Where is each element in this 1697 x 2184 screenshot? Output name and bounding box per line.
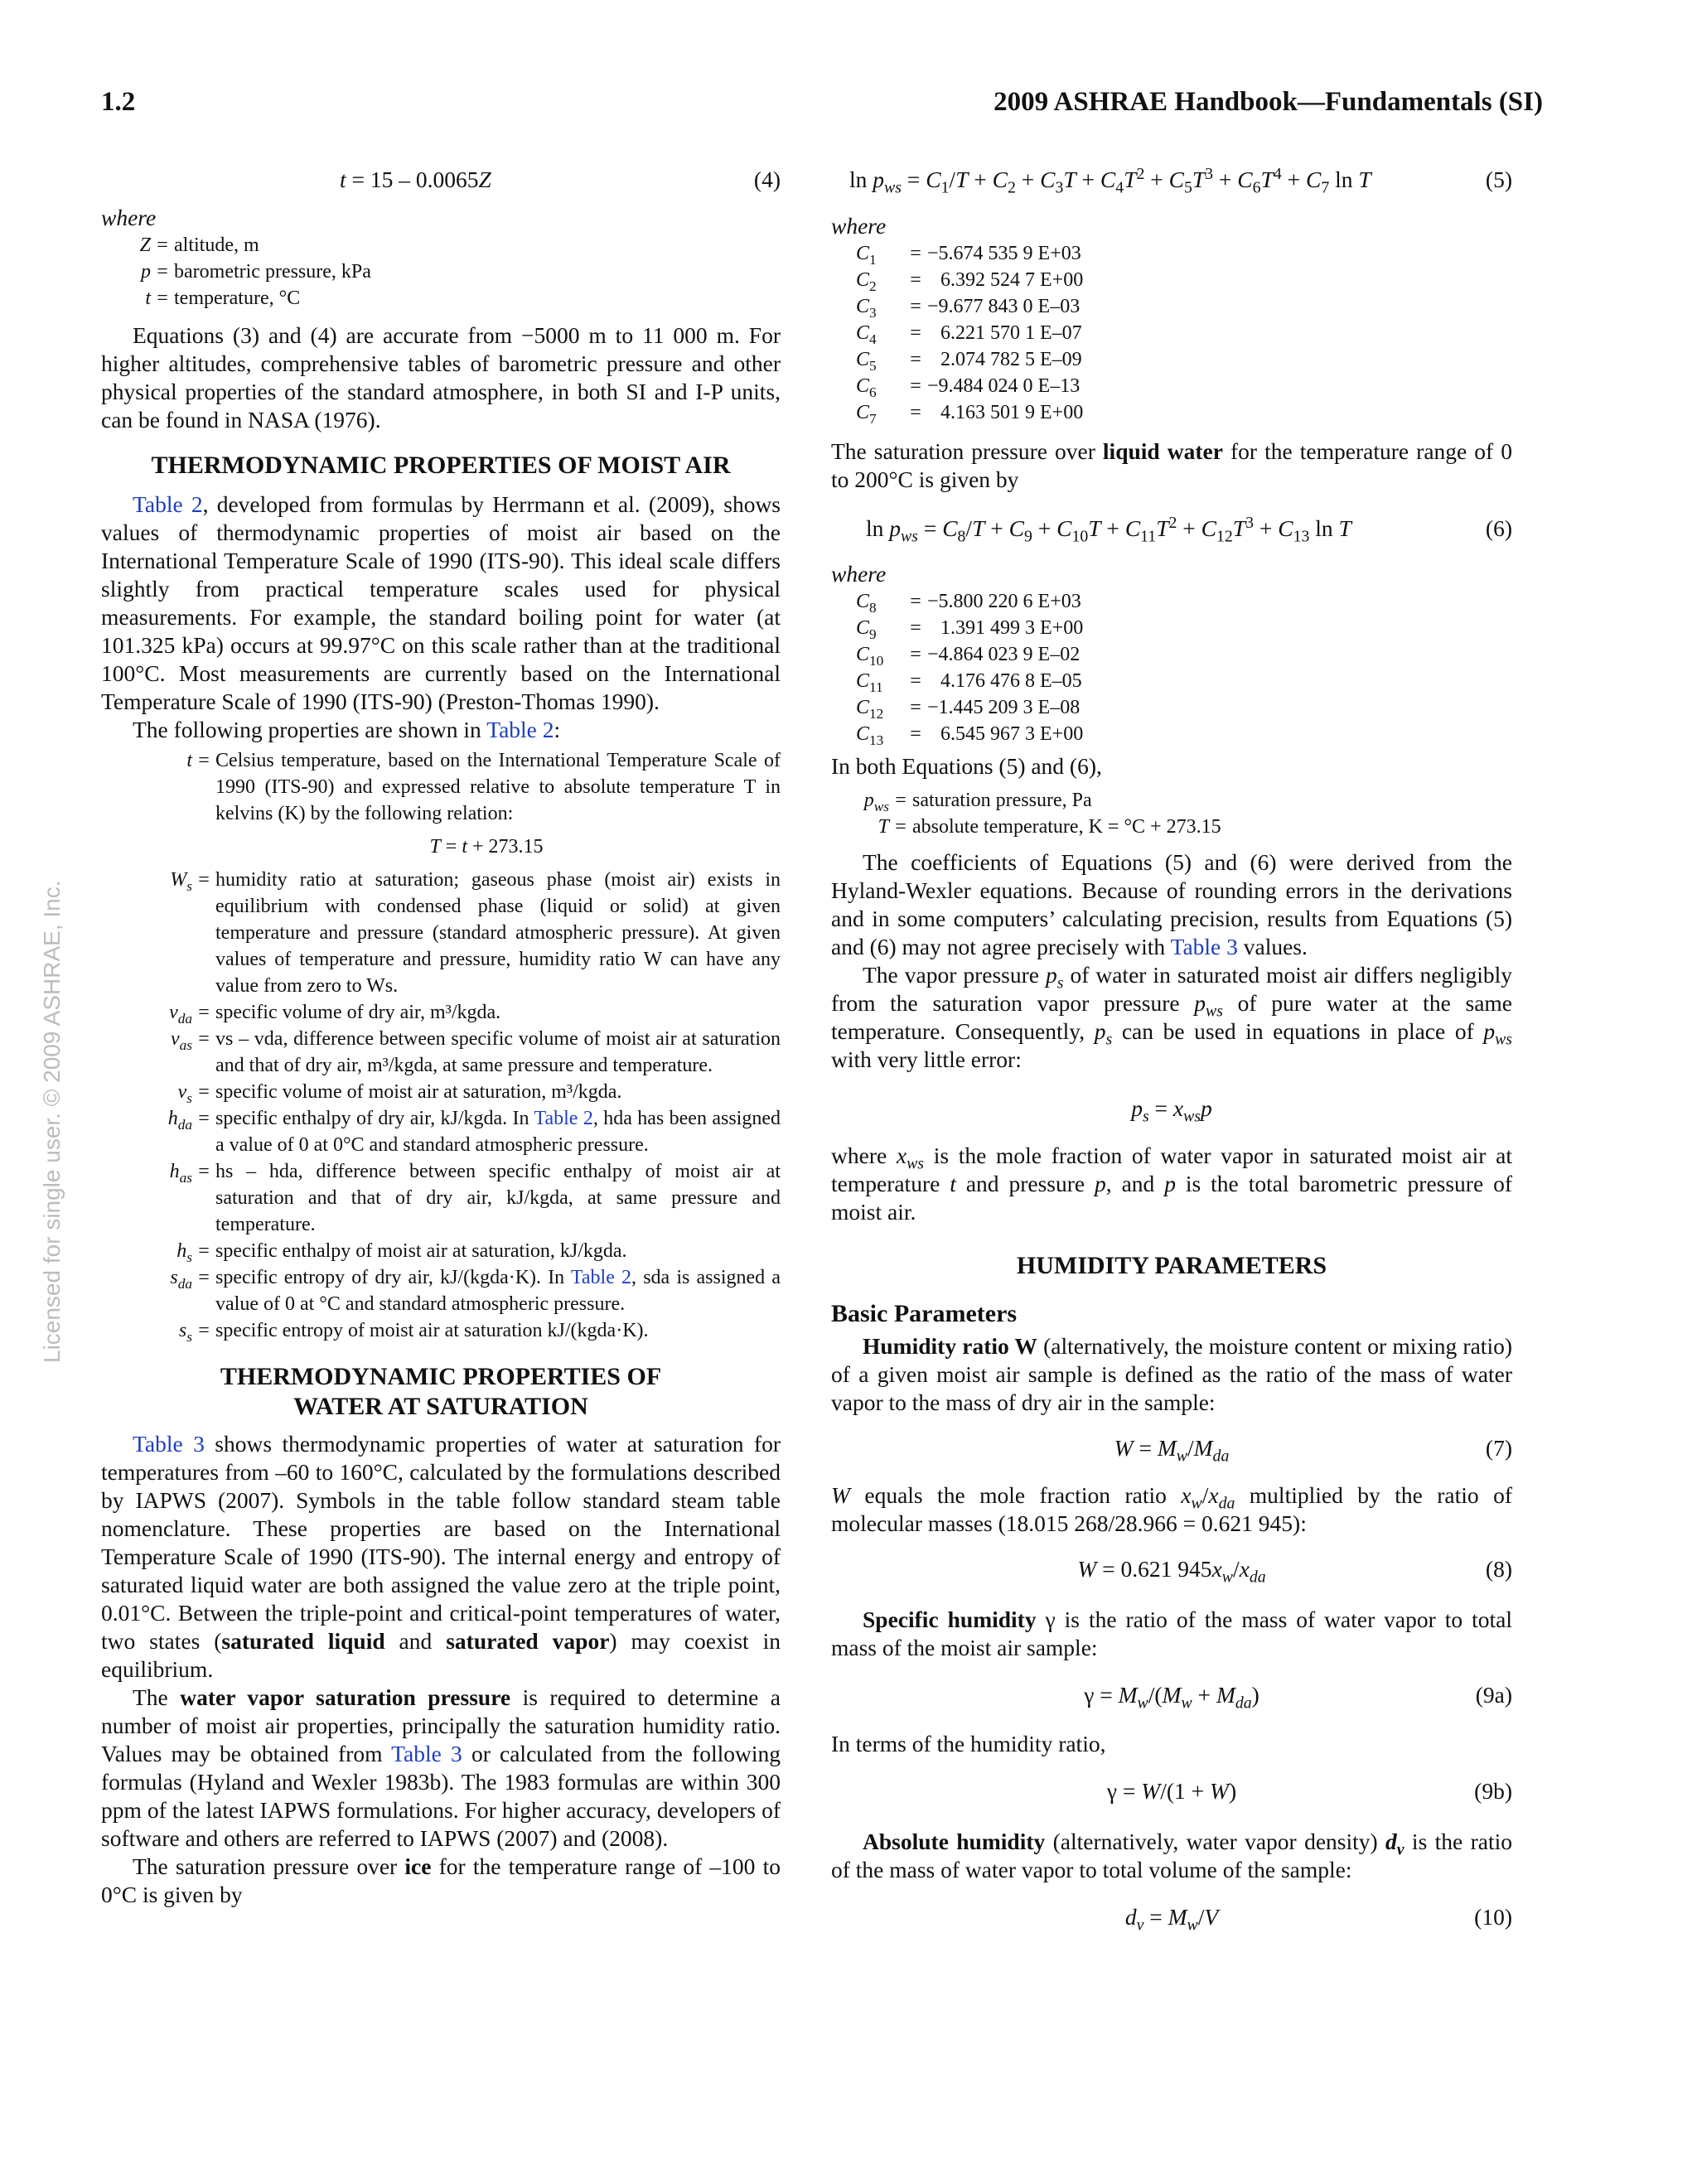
paragraph-saturation-pressure: The water vapor saturation pressure is required to determine a number of moist air properties, principally the saturation humidity ratio. Values may be obtained from Table 3 or calculated from the following formulas (Hyland and Wexler 1983b). The 1983 formulas are within 300 ppm of the latest IAPWS formulations. For higher accuracy, developers of software and others are referred to IAPWS (2007) and (2008). [101, 1684, 781, 1851]
left-column [101, 164, 781, 1909]
equation-7: $W = M_w/M_{da}$ (7) [1114, 1435, 1512, 1466]
coefficient-value: −4.864 023 9 E–02 [927, 644, 1081, 665]
right-column [831, 164, 1512, 1934]
table-3-link[interactable]: Table 3 [1170, 934, 1238, 959]
coefficient-value: −9.677 843 0 E–03 [927, 296, 1081, 317]
coefficient-symbol: $C_5$ [856, 349, 877, 374]
coefficient-symbol: $C_4$ [856, 322, 877, 347]
page-number: 1.2 [101, 87, 136, 117]
coefficient-value: −5.674 535 9 E+03 [927, 243, 1081, 264]
coefficient-value: 1.391 499 3 E+00 [940, 617, 1084, 639]
coefficient-symbol: $C_9$ [856, 617, 877, 642]
equation-10: $d_v = M_w/V$ (10) [1124, 1904, 1512, 1935]
equation-8: W = 0.621 $945x_w/x_{da}$ (8) [1077, 1556, 1512, 1587]
coefficient-list-ice [831, 240, 1512, 426]
table-2-link[interactable]: Table 2 [534, 1108, 593, 1129]
paragraph-specific-humidity: Specific humidity γ is the ratio of the mass of water vapor to total mass of the moist air sample: [831, 1607, 1512, 1660]
where-label: where [831, 213, 887, 239]
equation-6: $\ln p_{ws} = C_8/T + C_9 + C_{10}T + C_{11}T^2 + C_{12}T^3 + C_{13}$ ln T (6) [866, 513, 1512, 546]
paragraph-table2: Table 2, developed from formulas by Herrmann et al. (2009), shows values of thermodynamic properties of moist air based on the International Temperature Scale of 1990 (ITS-90). This ideal scale differs slightly from practical temperature scales used for physical measurements. For example, the standard boiling point for water (at 101.325 kPa) occurs at 99.97°C on this scale rather than at the traditional 100°C. Most measurements are currently based on the International Temperature Scale of 1990 (ITS-90) (Preston-Thomas 1990). [101, 491, 781, 714]
coefficient-value: 6.545 967 3 E+00 [940, 723, 1084, 745]
definition-list-altitude: Z = altitude, m p = barometric pressure, kPa t = temperature, °C [139, 234, 371, 309]
definition-list-pws: $p_{ws}$ = saturation pressure, Pa T = absolute temperature, K = °C + 273.15 [863, 790, 1221, 838]
paragraph-following-properties: The following properties are shown in Table 2: [133, 717, 561, 742]
equation-4: t = 15 – 0.0065Z (4) [340, 167, 781, 192]
coefficient-row: $C_{11}$ = 4.176 476 8 E–05 [831, 668, 1512, 694]
coefficient-value: 4.163 501 9 E+00 [940, 402, 1084, 423]
coefficient-symbol: $C_{11}$ [856, 670, 883, 695]
where-label: where [101, 205, 157, 230]
coefficient-row: $C_5$ = 2.074 782 5 E–09 [831, 346, 1512, 373]
where-label: where [831, 561, 887, 587]
coefficient-row: $C_{10}$ = −4.864 023 9 E–02 [831, 641, 1512, 668]
heading-humidity-parameters: HUMIDITY PARAMETERS [1016, 1252, 1327, 1279]
paragraph-table3: Table 3 shows thermodynamic properties of water at saturation for temperatures from –60 to 160°C, calculated by the formulations described by IAPWS (2007). Symbols in the table follow standard steam table nomenclature. These properties are based on the International Temperature Scale of 1990 (ITS-90). The internal energy and entropy of saturated liquid water are both assigned the value zero at the triple point, 0.01°C. Between the triple-point and critical-point temperatures of water, two states (saturated liquid and saturated vapor) may coexist in equilibrium. [101, 1431, 781, 1682]
coefficient-row: $C_2$ = 6.392 524 7 E+00 [831, 267, 1512, 293]
running-title: 2009 ASHRAE Handbook—Fundamentals (SI) [994, 87, 1543, 117]
coefficient-symbol: $C_{12}$ [856, 697, 884, 722]
coefficient-symbol: $C_2$ [856, 269, 877, 294]
coefficient-value: 2.074 782 5 E–09 [940, 349, 1082, 370]
coefficient-value: −9.484 024 0 E–13 [927, 375, 1081, 397]
coefficient-row: $C_1$ = −5.674 535 9 E+03 [831, 240, 1512, 267]
coefficient-symbol: $C_6$ [856, 375, 877, 400]
coefficient-row: $C_7$ = 4.163 501 9 E+00 [831, 399, 1512, 426]
coefficient-symbol: $C_8$ [856, 591, 877, 616]
table-3-link[interactable]: Table 3 [133, 1431, 205, 1457]
heading-basic-parameters: Basic Parameters [831, 1300, 1018, 1327]
equation-9a: $\gamma = M_w/(M_w + M_{da})$ (9a) [1084, 1682, 1512, 1713]
coefficient-row: $C_6$ = −9.484 024 0 E–13 [831, 373, 1512, 399]
coefficient-symbol: $C_{13}$ [856, 723, 884, 748]
coefficient-value: 6.392 524 7 E+00 [940, 269, 1084, 291]
paragraph-terms-humidity-ratio: In terms of the humidity ratio, [831, 1731, 1106, 1756]
coefficient-row: $C_{13}$ = 6.545 967 3 E+00 [831, 721, 1512, 747]
paragraph-liquid-water: The saturation pressure over liquid water for the temperature range of 0 to 200°C is given by [831, 438, 1512, 492]
paragraph-ice: The saturation pressure over ice for the temperature range of –100 to 0°C is given by [101, 1853, 781, 1907]
coefficient-value: 4.176 476 8 E–05 [940, 670, 1082, 692]
paragraph-equation-accuracy: Equations (3) and (4) are accurate from −5000 m to 11 000 m. For higher altitudes, comprehensive tables of barometric pressure and other physical properties of the standard atmosphere, in both SI and I-P units, can be found in NASA (1976). [101, 322, 781, 432]
paragraph-mole-fraction: where $x_{ws}$ is the mole fraction of water vapor in saturated moist air at temperature t and pressure p, and p is the total barometric pressure of moist air. [831, 1143, 1512, 1225]
coefficient-row: $C_{12}$ = −1.445 209 3 E–08 [831, 694, 1512, 721]
coefficient-symbol: $C_7$ [856, 402, 877, 427]
table-2-link[interactable]: Table 2 [133, 491, 203, 517]
paragraph-humidity-ratio: Humidity ratio W (alternatively, the moisture content or mixing ratio) of a given moist air sample is defined as the ratio of the mass of water vapor to the mass of dry air in the sample: [831, 1333, 1512, 1415]
coefficient-symbol: $C_3$ [856, 296, 877, 321]
paragraph-vapor-pressure: The vapor pressure $p_s$ of water in saturated moist air differs negligibly from the saturation vapor pressure $p_{ws}$ of pure water at the same temperature. Consequently, $p_s$ can be used in equations in place of $p_{ws}$ with very little error: [831, 962, 1512, 1072]
heading-water-saturation: THERMODYNAMIC PROPERTIES OF WATER AT SATURATION [220, 1363, 662, 1420]
coefficient-symbol: $C_{10}$ [856, 644, 884, 669]
coefficient-row: $C_9$ = 1.391 499 3 E+00 [831, 615, 1512, 641]
license-watermark: Licensed for single user. © 2009 ASHRAE, Inc. [39, 880, 65, 1363]
coefficient-row: $C_3$ = −9.677 843 0 E–03 [831, 293, 1512, 320]
paragraph-mole-fraction-ratio: W equals the mole fraction ratio $x_w/x_{da}$ multiplied by the ratio of molecular masses (18.015 268/28.966 = 0.621 945): [831, 1482, 1512, 1536]
equation-9b: γ = W/(1 + W) (9b) [1106, 1778, 1512, 1804]
table-2-link[interactable]: Table 2 [486, 717, 554, 742]
paragraph-both-equations: In both Equations (5) and (6), [831, 753, 1102, 779]
coefficient-value: 6.221 570 1 E–07 [940, 322, 1082, 344]
paragraph-coefficients: The coefficients of Equations (5) and (6) were derived from the Hyland-Wexler equations. Because of rounding errors in the derivations and in some computers’ calculating precision, results from Equations (5) and (6) may not agree precisely with Table 3 values. [831, 849, 1512, 959]
definition-list-properties: t = Celsius temperature, based on the International Temperature Scale of 1990 (ITS-90) and expressed relative to absolute temperature T in kelvins (K) by the following relation: T = t + 273.15 $W_s$ = humidity ratio at saturation; gaseous phase (moist air) exists in equilibrium with condensed phase (liquid or solid) at given temperature and pressure (standard atmospheric pressure). At given values of temperature and pressure, humidity ratio W can have any value from zero to Ws. $v_{da}$ = specific volume of dry air, m³/kgda. $v_{as}$ = vs – vda, difference between specific volume of moist air at saturation and that of dry air, m³/kgda, at same pressure and temperature. $v_s$ = specific volume of moist air at saturation, m³/kgda. $h_{da}$ = specific enthalpy of dry air, kJ/kgda. In Table 2, hda has been assigned a value of 0 at 0°C and standard atmospheric pressure. $h_{as}$ = hs – hda, difference between specific enthalpy of moist air at saturation and that of dry air, kJ/kgda, at same pressure and temperature. $h_s$ = specific enthalpy of moist air at saturation, kJ/kgda. $s_{da}$ = specific entropy of dry air, kJ/(kgda·K). In Table 2, sda is assigned a value of 0 at °C and standard atmospheric pressure. $s_s$ = specific entropy of moist air at saturation kJ/(kgda·K). [167, 750, 781, 1345]
coefficient-value: −1.445 209 3 E–08 [927, 697, 1081, 718]
table-3-link[interactable]: Table 3 [391, 1741, 462, 1766]
paragraph-absolute-humidity: Absolute humidity (alternatively, water vapor density) $d_v$ is the ratio of the mass of water vapor to total volume of the sample: [831, 1829, 1512, 1882]
equation-ps: $p_s = x_{ws}p$ [1131, 1095, 1212, 1126]
coefficient-list-liquid [831, 588, 1512, 747]
heading-moist-air: THERMODYNAMIC PROPERTIES OF MOIST AIR [151, 452, 731, 479]
table-2-link[interactable]: Table 2 [570, 1267, 632, 1288]
coefficient-symbol: $C_1$ [856, 243, 877, 268]
coefficient-row: $C_4$ = 6.221 570 1 E–07 [831, 320, 1512, 346]
equation-5: $\ln p_{ws} = C_1/T + C_2 + C_3T + C_4T^2 + C_5T^3 + C_6T^4 + C_7$ ln T (5) [849, 164, 1512, 197]
coefficient-value: −5.800 220 6 E+03 [927, 591, 1081, 612]
coefficient-row: $C_8$ = −5.800 220 6 E+03 [831, 588, 1512, 615]
